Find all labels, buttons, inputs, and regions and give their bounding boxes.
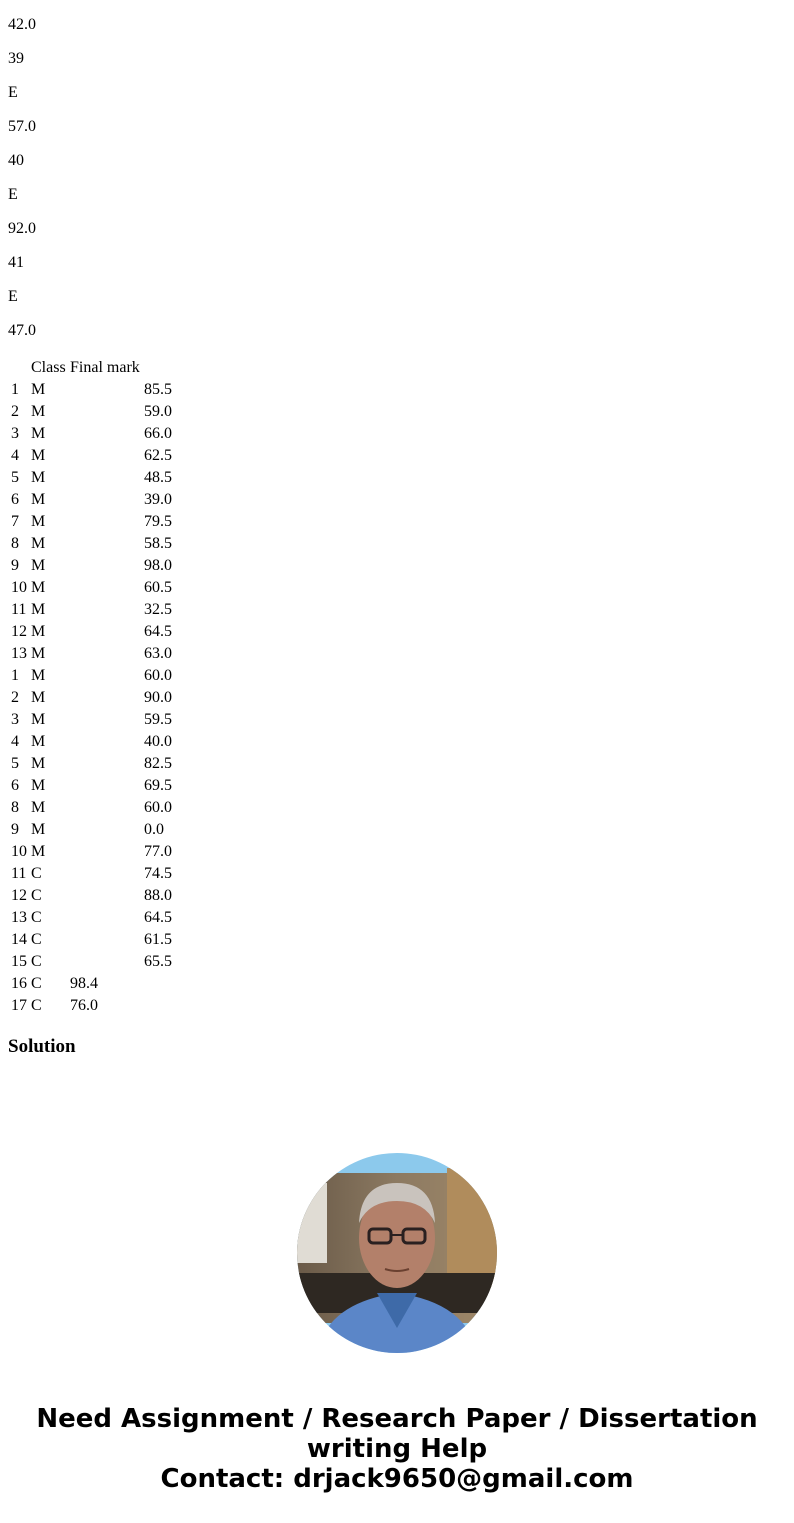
row-class: M	[31, 557, 46, 574]
row-class: C	[31, 953, 42, 970]
text-paragraph: 41	[8, 254, 24, 271]
row-index: 1	[11, 667, 19, 684]
row-final-mark	[69, 820, 141, 840]
row-final-mark	[69, 556, 141, 576]
row-class: C	[31, 887, 42, 904]
row-class: M	[31, 579, 46, 596]
row-index: 13	[11, 645, 27, 662]
table-row	[10, 556, 175, 576]
author-photo-icon	[297, 1153, 497, 1353]
row-value: 65.5	[144, 953, 172, 970]
row-final-mark	[69, 644, 141, 664]
row-class: M	[31, 689, 46, 706]
row-final-mark	[69, 908, 141, 928]
marks-table	[8, 356, 177, 1018]
table-row	[10, 996, 175, 1016]
text-paragraph: 57.0	[8, 118, 36, 135]
row-class: M	[31, 513, 46, 530]
row-value: 58.5	[144, 535, 172, 552]
row-final-mark	[69, 600, 141, 620]
table-row	[10, 468, 175, 488]
table-row	[10, 864, 175, 884]
row-final-mark	[69, 688, 141, 708]
promo-banner	[0, 1404, 794, 1494]
row-class: M	[31, 755, 46, 772]
solution-heading: Solution	[8, 1036, 76, 1057]
row-index: 4	[11, 733, 19, 750]
row-index: 11	[11, 865, 27, 882]
row-final-mark	[69, 886, 141, 906]
row-value: 60.0	[144, 799, 172, 816]
row-class: M	[31, 623, 46, 640]
row-value: 88.0	[144, 887, 172, 904]
row-class: M	[31, 733, 46, 750]
table-row	[10, 644, 175, 664]
row-final-mark: 76.0	[70, 997, 98, 1014]
row-index: 15	[11, 953, 27, 970]
row-final-mark	[69, 776, 141, 796]
row-final-mark	[69, 380, 141, 400]
table-row	[10, 930, 175, 950]
row-final-mark	[69, 490, 141, 510]
row-index: 14	[11, 931, 27, 948]
row-index: 8	[11, 799, 19, 816]
table-row	[10, 820, 175, 840]
row-final-mark	[69, 402, 141, 422]
row-value: 66.0	[144, 425, 172, 442]
row-value: 82.5	[144, 755, 172, 772]
text-paragraph: E	[8, 288, 18, 305]
row-value: 85.5	[144, 381, 172, 398]
table-header-row	[10, 358, 175, 378]
row-index: 3	[11, 425, 19, 442]
row-final-mark	[69, 512, 141, 532]
row-value: 90.0	[144, 689, 172, 706]
row-index: 12	[11, 623, 27, 640]
row-class: C	[31, 909, 42, 926]
row-final-mark	[69, 446, 141, 466]
row-index: 6	[11, 491, 19, 508]
photo-carving	[447, 1168, 497, 1288]
row-index: 2	[11, 689, 19, 706]
marks-table-body	[10, 380, 175, 1016]
row-final-mark: 98.4	[70, 975, 98, 992]
row-index: 7	[11, 513, 19, 530]
row-class: M	[31, 447, 46, 464]
row-value: 61.5	[144, 931, 172, 948]
row-class: M	[31, 381, 46, 398]
table-row	[10, 908, 175, 928]
row-index: 12	[11, 887, 27, 904]
row-final-mark	[69, 952, 141, 972]
row-class: C	[31, 931, 42, 948]
row-index: 3	[11, 711, 19, 728]
row-class: M	[31, 799, 46, 816]
row-class: M	[31, 425, 46, 442]
table-row	[10, 490, 175, 510]
table-row	[10, 710, 175, 730]
row-index: 2	[11, 403, 19, 420]
author-avatar	[297, 1153, 497, 1353]
row-value: 39.0	[144, 491, 172, 508]
promo-contact: Contact: drjack9650@gmail.com	[160, 1464, 634, 1494]
row-class: M	[31, 667, 46, 684]
row-index: 10	[11, 843, 27, 860]
text-paragraph: 92.0	[8, 220, 36, 237]
table-row	[10, 534, 175, 554]
row-index: 4	[11, 447, 19, 464]
row-value: 62.5	[144, 447, 172, 464]
promo-line-1: Need Assignment / Research Paper / Dissertation	[36, 1404, 758, 1434]
table-row	[10, 380, 175, 400]
row-value: 98.0	[144, 557, 172, 574]
row-final-mark	[69, 798, 141, 818]
row-class: M	[31, 843, 46, 860]
row-final-mark	[69, 666, 141, 686]
row-class: M	[31, 469, 46, 486]
row-index: 17	[11, 997, 27, 1014]
row-value: 48.5	[144, 469, 172, 486]
row-value: 0.0	[144, 821, 164, 838]
row-index: 11	[11, 601, 27, 618]
row-class: M	[31, 777, 46, 794]
row-index: 9	[11, 821, 19, 838]
row-final-mark	[69, 864, 141, 884]
row-index: 10	[11, 579, 27, 596]
row-index: 6	[11, 777, 19, 794]
row-index: 1	[11, 381, 19, 398]
row-class: M	[31, 535, 46, 552]
row-value: 77.0	[144, 843, 172, 860]
table-row	[10, 688, 175, 708]
row-index: 5	[11, 469, 19, 486]
photo-switchboard	[297, 1183, 327, 1263]
row-final-mark	[69, 622, 141, 642]
row-final-mark	[69, 578, 141, 598]
promo-line-2: writing Help	[306, 1434, 488, 1464]
table-row	[10, 732, 175, 752]
row-final-mark	[69, 732, 141, 752]
text-paragraph: 39	[8, 50, 24, 67]
index-header	[10, 358, 28, 378]
text-paragraph: E	[8, 186, 18, 203]
row-value: 63.0	[144, 645, 172, 662]
row-value	[143, 996, 175, 1016]
row-index: 5	[11, 755, 19, 772]
row-class: M	[31, 821, 46, 838]
table-row	[10, 666, 175, 686]
row-value: 64.5	[144, 909, 172, 926]
row-value: 69.5	[144, 777, 172, 794]
row-final-mark	[69, 930, 141, 950]
table-row	[10, 974, 175, 994]
row-final-mark	[69, 534, 141, 554]
row-class: M	[31, 711, 46, 728]
row-value	[143, 974, 175, 994]
table-row	[10, 842, 175, 862]
row-final-mark	[69, 468, 141, 488]
row-class: C	[31, 997, 42, 1014]
row-index: 16	[11, 975, 27, 992]
row-class: M	[31, 403, 46, 420]
row-value: 64.5	[144, 623, 172, 640]
row-value: 60.0	[144, 667, 172, 684]
row-index: 8	[11, 535, 19, 552]
table-row	[10, 776, 175, 796]
row-value: 40.0	[144, 733, 172, 750]
table-row	[10, 886, 175, 906]
row-final-mark	[69, 424, 141, 444]
table-row	[10, 798, 175, 818]
table-row	[10, 424, 175, 444]
table-row	[10, 402, 175, 422]
row-class: M	[31, 491, 46, 508]
text-paragraph: 40	[8, 152, 24, 169]
paragraph-list	[8, 0, 786, 340]
row-index: 13	[11, 909, 27, 926]
text-paragraph: 42.0	[8, 16, 36, 33]
row-value: 59.0	[144, 403, 172, 420]
class-header: Class	[31, 359, 66, 376]
row-index: 9	[11, 557, 19, 574]
row-class: C	[31, 865, 42, 882]
document-content	[8, 0, 786, 1058]
row-value: 79.5	[144, 513, 172, 530]
row-final-mark	[69, 842, 141, 862]
table-row	[10, 512, 175, 532]
table-row	[10, 600, 175, 620]
table-row	[10, 622, 175, 642]
table-row	[10, 952, 175, 972]
row-final-mark	[69, 710, 141, 730]
row-final-mark	[69, 754, 141, 774]
table-row	[10, 578, 175, 598]
row-class: M	[31, 645, 46, 662]
row-value: 59.5	[144, 711, 172, 728]
row-class: M	[31, 601, 46, 618]
row-value: 60.5	[144, 579, 172, 596]
row-class: C	[31, 975, 42, 992]
value-header	[143, 358, 175, 378]
row-value: 32.5	[144, 601, 172, 618]
text-paragraph: E	[8, 84, 18, 101]
table-row	[10, 754, 175, 774]
final-mark-header: Final mark	[70, 359, 140, 376]
table-row	[10, 446, 175, 466]
row-value: 74.5	[144, 865, 172, 882]
text-paragraph: 47.0	[8, 322, 36, 339]
